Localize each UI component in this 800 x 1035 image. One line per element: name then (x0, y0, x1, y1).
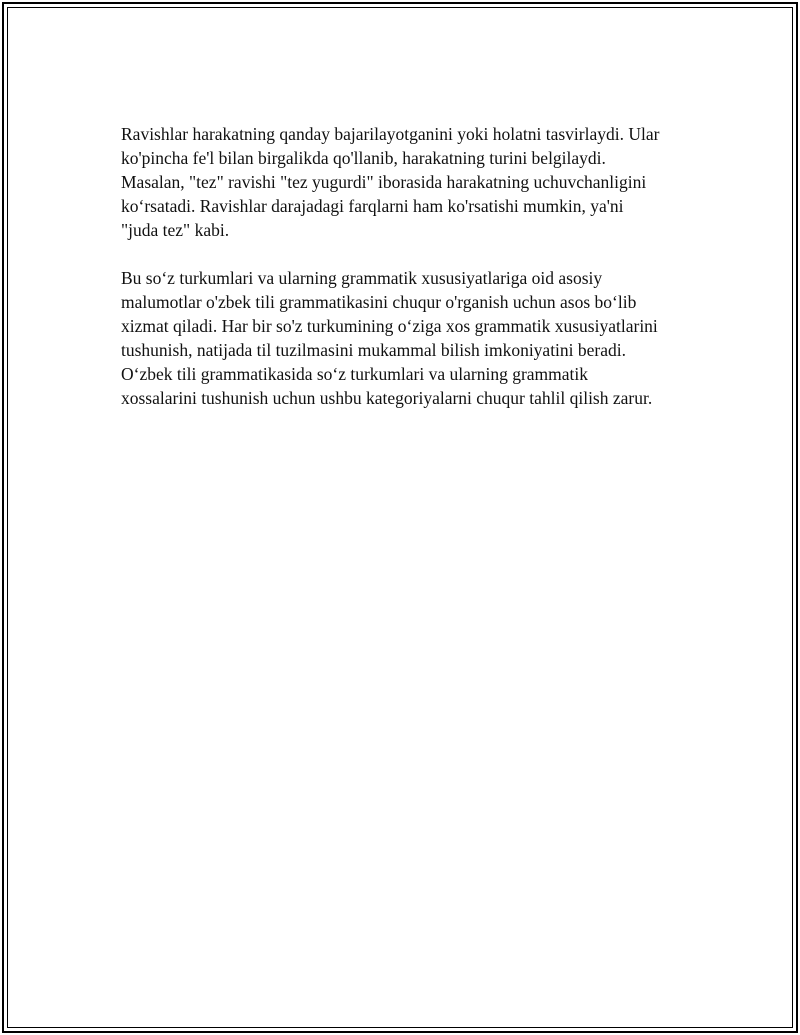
paragraph-adverbs (121, 122, 701, 242)
text-line: malumotlar o'zbek tili grammatikasini chuqur o'rganish uchun asos bo‘lib (121, 292, 637, 312)
text-line: ko'pincha fe'l bilan birgalikda qo'llanib, harakatning turini belgilaydi. (121, 148, 606, 168)
text-line: Ravishlar harakatning qanday bajarilayotganini yoki holatni tasvirlaydi. Ular (121, 124, 660, 144)
text-line: "juda tez" kabi. (121, 220, 230, 240)
text-line: Masalan, "tez" ravishi "tez yugurdi" iborasida harakatning uchuvchanligini (121, 172, 647, 192)
text-line: xossalarini tushunish uchun ushbu kategoriyalarni chuqur tahlil qilish zarur. (121, 388, 653, 408)
text-line: O‘zbek tili grammatikasida so‘z turkumlari va ularning grammatik (121, 364, 589, 384)
text-line: tushunish, natijada til tuzilmasini mukammal bilish imkoniyatini beradi. (121, 340, 627, 360)
document-page (2, 2, 798, 1033)
paragraph-summary (121, 266, 701, 410)
document-body (121, 122, 701, 434)
text-line: xizmat qiladi. Har bir so'z turkumining o‘ziga xos grammatik xususiyatlarini (121, 316, 658, 336)
text-line: Bu so‘z turkumlari va ularning grammatik xususiyatlariga oid asosiy (121, 268, 603, 288)
text-line: ko‘rsatadi. Ravishlar darajadagi farqlarni ham ko'rsatishi mumkin, ya'ni (121, 196, 624, 216)
